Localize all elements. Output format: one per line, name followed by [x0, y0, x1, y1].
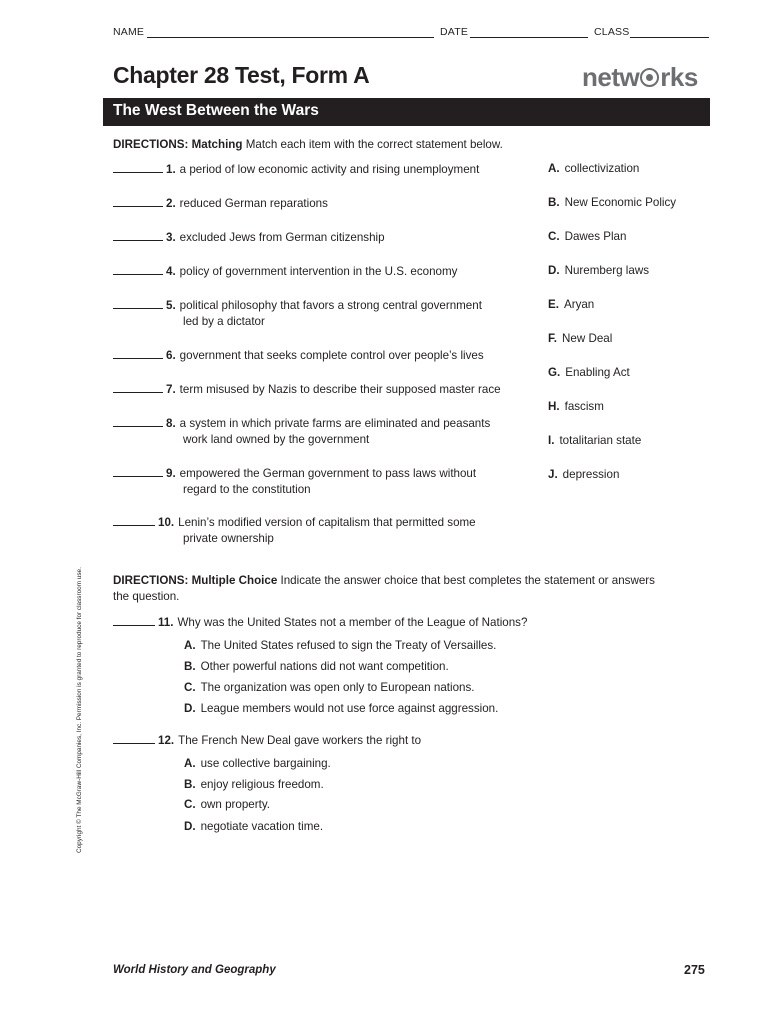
question-text-cont: regard to the constitution — [183, 483, 311, 496]
option-letter: C. — [548, 230, 560, 243]
question-text: a period of low economic activity and rising unemployment — [179, 163, 480, 176]
page-number: 275 — [684, 963, 705, 977]
answer-option-i — [548, 434, 641, 447]
option-text: Aryan — [563, 298, 595, 311]
choice-text: enjoy religious freedom. — [200, 778, 324, 791]
choice-letter: D. — [184, 820, 196, 833]
choice-text: League members would not use force against aggression. — [200, 702, 499, 715]
question-number: 6. — [166, 349, 176, 362]
class-label: CLASS — [594, 26, 630, 38]
footer-book-title: World History and Geography — [113, 964, 276, 976]
option-text: Dawes Plan — [564, 230, 627, 243]
option-letter: D. — [548, 264, 560, 277]
answer-blank[interactable] — [113, 230, 163, 241]
directions-type: Multiple Choice — [191, 574, 278, 587]
chapter-subtitle: The West Between the Wars — [113, 102, 319, 119]
question-text: term misused by Nazis to describe their supposed master race — [179, 383, 501, 396]
question-text: a system in which private farms are eliminated and peasants — [179, 417, 491, 430]
answer-blank[interactable] — [113, 298, 163, 309]
option-letter: A. — [548, 162, 560, 175]
answer-blank[interactable] — [113, 162, 163, 173]
date-field[interactable] — [470, 37, 588, 38]
question-number: 3. — [166, 231, 176, 244]
mc-12-choice-a — [184, 756, 331, 772]
mc-12-choice-c — [184, 797, 270, 813]
question-text: excluded Jews from German citizenship — [179, 231, 385, 244]
answer-option-f — [548, 332, 612, 345]
answer-option-c — [548, 230, 626, 243]
mc-11-choice-b — [184, 659, 449, 675]
question-text: reduced German reparations — [179, 197, 328, 210]
logo-prefix: netw — [582, 62, 640, 92]
question-number: 1. — [166, 163, 176, 176]
question-text-cont: private ownership — [183, 532, 274, 545]
name-field[interactable] — [147, 37, 434, 38]
question-stem: The French New Deal gave workers the right to — [178, 734, 422, 747]
question-number: 8. — [166, 417, 176, 430]
choice-text: Other powerful nations did not want competition. — [200, 660, 449, 673]
question-number: 10. — [158, 516, 175, 529]
option-letter: E. — [548, 298, 559, 311]
question-number: 5. — [166, 299, 176, 312]
question-number: 7. — [166, 383, 176, 396]
choice-letter: A. — [184, 639, 196, 652]
logo-suffix: rks — [660, 62, 698, 92]
question-text: government that seeks complete control over people’s lives — [179, 349, 484, 362]
mc-question-11 — [113, 615, 527, 631]
option-letter: B. — [548, 196, 560, 209]
choice-letter: D. — [184, 702, 196, 715]
matching-question-3 — [113, 230, 385, 246]
mc-11-choice-d — [184, 701, 498, 717]
question-stem: Why was the United States not a member of the League of Nations? — [177, 616, 528, 629]
matching-question-8 — [113, 416, 490, 448]
question-text-cont: work land owned by the government — [183, 433, 370, 446]
matching-question-7 — [113, 382, 501, 398]
page-title: Chapter 28 Test, Form A — [113, 62, 370, 88]
choice-letter: C. — [184, 681, 196, 694]
directions-type: Matching — [191, 138, 243, 151]
chapter-banner — [103, 98, 710, 126]
answer-blank[interactable] — [113, 466, 163, 477]
option-text: New Economic Policy — [564, 196, 677, 209]
directions-label: DIRECTIONS: — [113, 138, 189, 151]
option-letter: I. — [548, 434, 555, 447]
answer-option-e — [548, 298, 594, 311]
option-text: Enabling Act — [565, 366, 630, 379]
logo-o-icon — [640, 68, 659, 87]
option-text: depression — [562, 468, 620, 481]
choice-letter: B. — [184, 660, 196, 673]
class-field[interactable] — [630, 37, 709, 38]
matching-question-5 — [113, 298, 482, 330]
mc-12-choice-d — [184, 819, 323, 835]
option-letter: J. — [548, 468, 558, 481]
option-text: collectivization — [564, 162, 640, 175]
mc-12-choice-b — [184, 777, 324, 793]
question-number: 11. — [158, 616, 174, 629]
choice-text: The United States refused to sign the Treaty of Versailles. — [200, 639, 497, 652]
choice-text: The organization was open only to European nations. — [200, 681, 475, 694]
matching-question-9 — [113, 466, 476, 498]
choice-letter: A. — [184, 757, 196, 770]
question-text: empowered the German government to pass laws without — [179, 467, 477, 480]
choice-letter: C. — [184, 798, 196, 811]
matching-question-1 — [113, 162, 479, 178]
answer-option-b — [548, 196, 676, 209]
option-text: totalitarian state — [559, 434, 642, 447]
date-label: DATE — [440, 26, 469, 38]
matching-question-2 — [113, 196, 328, 212]
answer-option-h — [548, 400, 604, 413]
answer-option-g — [548, 366, 630, 379]
networks-logo — [582, 62, 698, 93]
mc-directions — [113, 573, 693, 605]
question-text-cont: led by a dictator — [183, 315, 265, 328]
question-number: 9. — [166, 467, 176, 480]
answer-blank[interactable] — [113, 615, 155, 626]
choice-letter: B. — [184, 778, 196, 791]
answer-blank[interactable] — [113, 416, 163, 427]
answer-blank[interactable] — [113, 515, 155, 526]
directions-label: DIRECTIONS: — [113, 574, 189, 587]
mc-question-12 — [113, 733, 421, 749]
matching-directions — [113, 137, 503, 153]
choice-text: negotiate vacation time. — [200, 820, 324, 833]
question-text: Lenin’s modified version of capitalism that permitted some — [178, 516, 476, 529]
option-letter: G. — [548, 366, 561, 379]
answer-option-j — [548, 468, 619, 481]
matching-question-6 — [113, 348, 484, 364]
option-text: Nuremberg laws — [564, 264, 649, 277]
question-text: policy of government intervention in the U.S. economy — [179, 265, 458, 278]
copyright-notice: Copyright © The McGraw-Hill Companies, Inc. Permission is granted to reproduce for classroom use. — [76, 567, 83, 853]
choice-text: own property. — [200, 798, 270, 811]
option-text: New Deal — [562, 332, 613, 345]
answer-blank[interactable] — [113, 196, 163, 207]
answer-blank[interactable] — [113, 348, 163, 359]
answer-blank[interactable] — [113, 733, 155, 744]
answer-option-d — [548, 264, 649, 277]
mc-11-choice-a — [184, 638, 496, 654]
name-label: NAME — [113, 26, 145, 38]
answer-blank[interactable] — [113, 382, 163, 393]
question-number: 4. — [166, 265, 176, 278]
directions-text: Indicate the answer choice that best completes the statement or answers — [280, 574, 655, 587]
choice-text: use collective bargaining. — [200, 757, 331, 770]
answer-option-a — [548, 162, 639, 175]
question-number: 12. — [158, 734, 175, 747]
mc-11-choice-c — [184, 680, 475, 696]
question-number: 2. — [166, 197, 176, 210]
option-letter: F. — [548, 332, 558, 345]
option-text: fascism — [564, 400, 604, 413]
option-letter: H. — [548, 400, 560, 413]
question-text: political philosophy that favors a strong central government — [179, 299, 482, 312]
answer-blank[interactable] — [113, 264, 163, 275]
directions-text-cont: the question. — [113, 590, 180, 603]
matching-question-10 — [113, 515, 476, 547]
directions-text: Match each item with the correct statement below. — [245, 138, 503, 151]
matching-question-4 — [113, 264, 457, 280]
